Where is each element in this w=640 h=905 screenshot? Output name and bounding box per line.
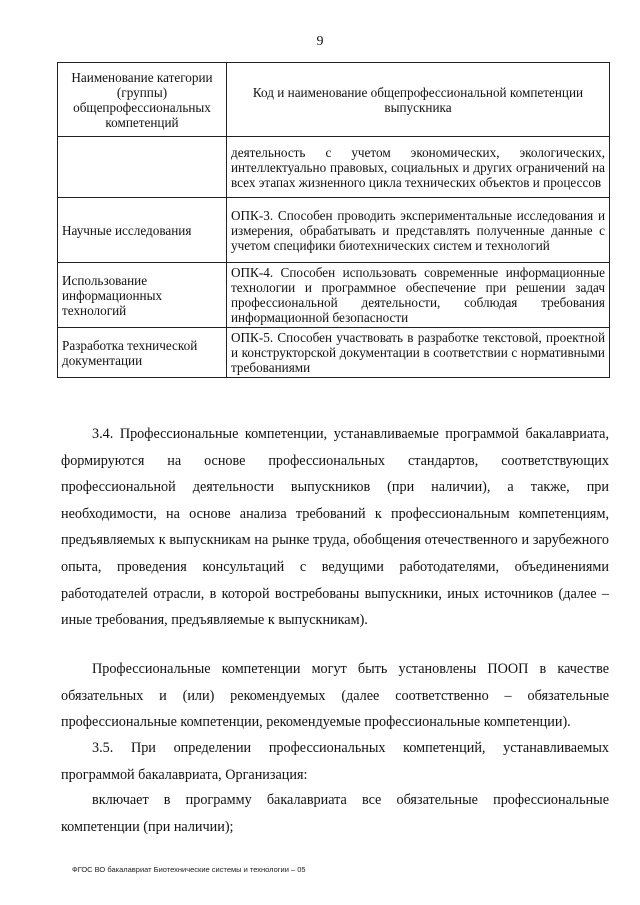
page-footer: ФГОС ВО бакалавриат Биотехнические системы и технологии – 05 bbox=[72, 865, 306, 874]
category-cell: Научные исследования bbox=[58, 198, 227, 263]
paragraph-3-4 bbox=[61, 421, 609, 634]
category-cell bbox=[58, 137, 227, 198]
table-header-row bbox=[58, 63, 610, 137]
page-number: 9 bbox=[316, 34, 324, 49]
competency-cell: ОПК-3. Способен проводить экспериментальные исследования и измерения, обрабатывать и представлять полученные данные с учетом специфики биотехнических систем и технологий bbox=[227, 198, 610, 263]
header-competency: Код и наименование общепрофессиональной компетенции выпускника bbox=[227, 63, 610, 137]
competency-table bbox=[57, 62, 610, 378]
category-cell: Разработка технической документации bbox=[58, 328, 227, 378]
table-row bbox=[58, 328, 610, 378]
competency-cell: деятельность с учетом экономических, экологических, интеллектуально правовых, социальных и других ограничений на всех этапах жизненного цикла технических объектов и процессов bbox=[227, 137, 610, 198]
paragraph-text: 3.4. Профессиональные компетенции, устанавливаемые программой бакалавриата, формируются на основе профессиональных стандартов, соответствующих профессиональной деятельности выпускников (при наличии), а также, при необходимости, на основе анализа требований к профессиональным компетенциям, предъявляемых к выпускникам на рынке труда, обобщения отечественного и зарубежного опыта, проведения консультаций с ведущими работодателями, объединениями работодателей отрасли, в которой востребованы выпускники, иных источников (далее – иные требования, предъявляемые к выпускникам). bbox=[61, 426, 609, 629]
table-row bbox=[58, 198, 610, 263]
paragraph-text: Профессиональные компетенции могут быть установлены ПООП в качестве обязательных и (или) рекомендуемых (далее соответственно – обязательные профессиональные компетенции, рекомендуемые профессиональные компетенции). bbox=[61, 661, 609, 731]
paragraph-poop bbox=[61, 656, 609, 736]
table-row bbox=[58, 137, 610, 198]
paragraph-includes bbox=[61, 787, 609, 840]
paragraph-text: 3.5. При определении профессиональных компетенций, устанавливаемых программой бакалавриата, Организация: bbox=[61, 740, 609, 783]
header-category: Наименование категории (группы) общепрофессиональных компетенций bbox=[58, 63, 227, 137]
paragraph-3-5 bbox=[61, 735, 609, 788]
paragraph-text: включает в программу бакалавриата все обязательные профессиональные компетенции (при наличии); bbox=[61, 792, 609, 835]
category-cell: Использование информационных технологий bbox=[58, 263, 227, 328]
table-row bbox=[58, 263, 610, 328]
competency-cell: ОПК-4. Способен использовать современные информационные технологии и программное обеспечение при решении задач профессиональной деятельности, соблюдая требования информационной безопасности bbox=[227, 263, 610, 328]
competency-cell: ОПК-5. Способен участвовать в разработке текстовой, проектной и конструкторской документации в соответствии с нормативными требованиями bbox=[227, 328, 610, 378]
